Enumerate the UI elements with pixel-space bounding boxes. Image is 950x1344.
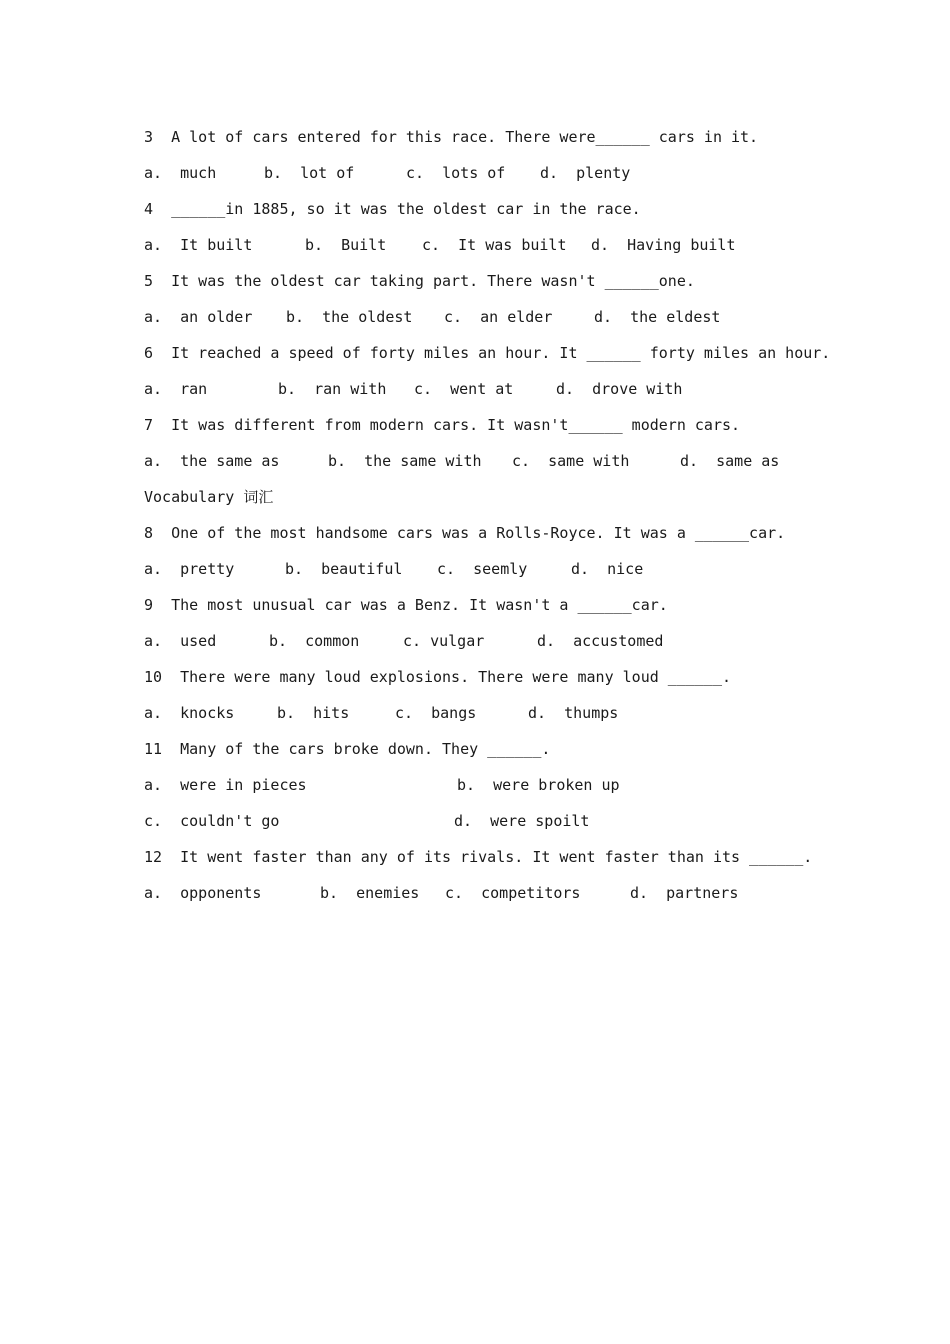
answer-option: b. hits xyxy=(277,704,350,722)
answer-option: b. ran with xyxy=(278,380,387,398)
answer-option: b. enemies xyxy=(320,884,420,902)
answer-option: d. same as xyxy=(680,452,780,470)
answer-option: a. pretty xyxy=(144,560,235,578)
answer-options xyxy=(144,629,844,653)
answer-options xyxy=(144,377,844,401)
question-text: 7 It was different from modern cars. It wasn't______ modern cars. xyxy=(144,416,741,434)
answer-options xyxy=(144,773,844,797)
answer-option: b. the same with xyxy=(328,452,482,470)
answer-option: a. It built xyxy=(144,236,253,254)
answer-options xyxy=(144,881,844,905)
answer-option: d. the eldest xyxy=(594,308,721,326)
answer-option: d. Having built xyxy=(591,236,736,254)
answer-option: c. vulgar xyxy=(403,632,485,650)
question-text: 11 Many of the cars broke down. They ______. xyxy=(144,740,551,758)
question-text: 3 A lot of cars entered for this race. There were______ cars in it. xyxy=(144,128,759,146)
answer-option: a. knocks xyxy=(144,704,235,722)
answer-option: d. were spoilt xyxy=(454,812,590,830)
answer-option: c. same with xyxy=(512,452,630,470)
answer-option: d. plenty xyxy=(540,164,631,182)
answer-options xyxy=(144,701,844,725)
answer-option: a. an older xyxy=(144,308,253,326)
question-text: 5 It was the oldest car taking part. There wasn't ______one. xyxy=(144,272,695,290)
answer-option: b. Built xyxy=(305,236,387,254)
answer-option: b. beautiful xyxy=(285,560,403,578)
answer-option: c. an elder xyxy=(444,308,553,326)
answer-options xyxy=(144,233,844,257)
answer-options xyxy=(144,449,844,473)
answer-option: b. the oldest xyxy=(286,308,413,326)
question-text: 12 It went faster than any of its rivals. It went faster than its ______. xyxy=(144,848,813,866)
answer-options xyxy=(144,809,844,833)
answer-options xyxy=(144,305,844,329)
answer-option: c. couldn't go xyxy=(144,812,280,830)
answer-options xyxy=(144,557,844,581)
answer-options xyxy=(144,161,844,185)
answer-option: a. were in pieces xyxy=(144,776,307,794)
section-heading: Vocabulary 词汇 xyxy=(144,488,274,506)
question-text: 9 The most unusual car was a Benz. It wasn't a ______car. xyxy=(144,596,668,614)
answer-option: d. accustomed xyxy=(537,632,664,650)
question-text: 6 It reached a speed of forty miles an hour. It ______ forty miles an hour. xyxy=(144,344,831,362)
answer-option: b. lot of xyxy=(264,164,355,182)
answer-option: a. much xyxy=(144,164,217,182)
answer-option: d. partners xyxy=(630,884,739,902)
answer-option: a. the same as xyxy=(144,452,280,470)
answer-option: c. lots of xyxy=(406,164,506,182)
answer-option: d. thumps xyxy=(528,704,619,722)
answer-option: a. opponents xyxy=(144,884,262,902)
answer-option: c. bangs xyxy=(395,704,477,722)
answer-option: c. seemly xyxy=(437,560,528,578)
question-text: 4 ______in 1885, so it was the oldest car in the race. xyxy=(144,200,641,218)
answer-option: d. nice xyxy=(571,560,644,578)
answer-option: a. used xyxy=(144,632,217,650)
question-text: 8 One of the most handsome cars was a Rolls-Royce. It was a ______car. xyxy=(144,524,786,542)
answer-option: c. went at xyxy=(414,380,514,398)
answer-option: a. ran xyxy=(144,380,208,398)
answer-option: d. drove with xyxy=(556,380,683,398)
answer-option: b. were broken up xyxy=(457,776,620,794)
answer-option: c. competitors xyxy=(445,884,581,902)
answer-option: c. It was built xyxy=(422,236,567,254)
question-text: 10 There were many loud explosions. There were many loud ______. xyxy=(144,668,731,686)
answer-option: b. common xyxy=(269,632,360,650)
